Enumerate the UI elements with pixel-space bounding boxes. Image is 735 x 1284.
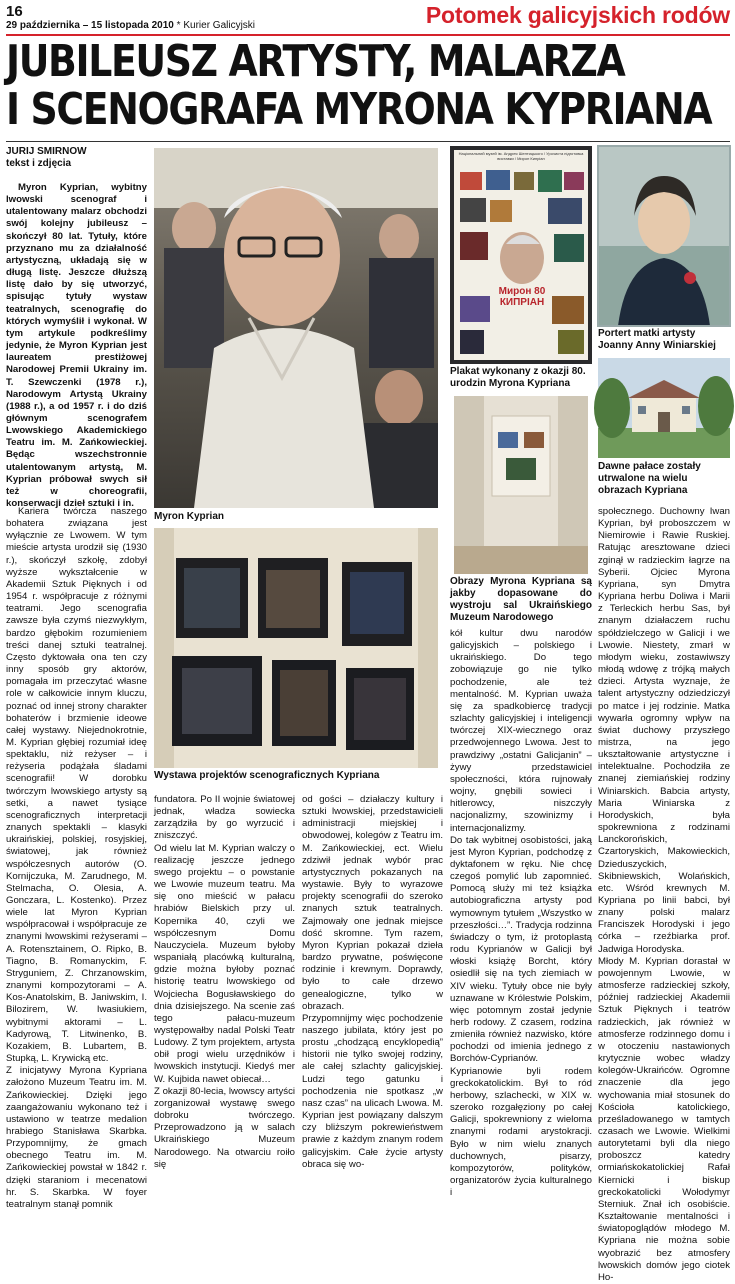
photo-poster: [450, 146, 592, 364]
byline-credit: tekst i zdjęcia: [6, 158, 72, 169]
column-4: kół kultur dwu narodów galicyjskich – polskiego i ukraińskiego. Do tego zobowiązuje go nie tylko pochodzenie, ale też mentalność. M. Kyprian uważa się za spadkobiercę tradycji szlachty galicyjskiej i inteligencji twórczej XIX-wiecznego oraz przedwojennego Lwowa. Jest to prawdziwy „ostatni Galicjanin” – żywy przedstawiciel społeczności, która rujnowały wojny, gnębili sowieci i hitlerowcy, niszczyły nacjonalizmy, szowinizmy i internacjonalizmy. Do tak wybitnej osobistości, jaką jest Myron Kyprian, podchodzę z dyktafonem w ręku. Nie chcę czegoś pomylić lub zapomnieć. Pomocą służy mi też książka autobiograficzna artysty pod wymownym tytułem „Wszystko w przeszłości…”. Tradycja rodzinna świadczy o tym, iż protoplastą rodu Kyprianów w Galicji był włoski książę Borcht, który osiedlił się na tych ziemiach w XIV wieku. Tytuły obce nie były uznawane w Królestwie Polskim, więc potomnym został jedynie herb rodowy. Z czasem, rodzina zmieniła również nazwisko, które pochodzi od imienia jednego z Borchów-Cyprianów. Kyprianowie byli rodem greckokatolickim. Był to ród herbowy, szlachecki, w XIX w. szeroko rozgałęziony po całej Galicji, spokrewniony z wieloma znanymi rodami arystokracji. Było w nim wielu znanych duchownych, pisarzy, kompozytorów, polityków, organizatorów życia kulturalnego i: [450, 628, 592, 1199]
byline-author: JURIJ SMIRNOW: [6, 146, 87, 157]
headline-line-1: JUBILEUSZ ARTYSTY, MALARZA: [6, 36, 625, 87]
column-1: Kariera twórcza naszego bohatera związana jest wyłącznie ze Lwowem. W tym mieście artysta urodził się (1930 r.), skończył szkołę, zdobył wyższe wykształcenie w Akademii Sztuk Pięknych i od 1954 r. współpracuje z różnymi teatrami. Jego scenografia zawsze była czymś niezwykłym, bardzo głębokim rozumieniem treści danej sztuki teatralnej. Często dyktowała ona ten czy inny sposób gry aktorów, pomagała im przeczytać własne role w całkowicie innym kluczu, poznać od innej strony charakter bohaterów i brzmienie ideowe całej wystawy. Niejednokrotnie, M. Kyprian głębiej rozumiał ideę spektaklu, niż reżyser – i reżyseria podążała śladami scenografii! W dorobku twórczym lwowskiego artysty są setki, a nawet tysiące scenograficznych interpretacji znanych spektakli – klasyki ukraińskiej, polskiej, rosyjskiej, światowej, jak również współczesnych autorów (O. Kornijczuka, M. Zarudnego, M. Stelmacha, O. Olesia, A. Gonczara, L. Kostenko). Przez wiele lat Myron Kyprian współpracował i współpracuje ze znanymi lwowskimi reżyserami – A. Rotensztainem, O. Ripko, B. Tiagno, B. Romanyckim, F. Stryguniem, Z. Chrzanowskim, znanymi kompozytorami – A. Kos-Anatolskim, B. Janiwskim, I. Bilozirem, W. Iwasiukiem, wybitnymi aktorami – L. Kadyrową, T. Litwinenko, B. Kozakiem, B. Lubartem, B. Stupką, L. Krywicką etc. Z inicjatywy Myrona Kypriana założono Muzeum Teatru im. M. Zańkowieckiej. Dzięki jego zaangażowaniu wykonano też i ustawiono w teatrze medalion hrabiego Stanisława Skarbka. Przypomnijmy, że gmach obecnego Teatru im. M. Zańkowieckiej powstał w 1842 r. dzięki staraniom i mecenatowi hr. S. Skarbka. W foyer teatralnym stanął pomnik: [6, 506, 147, 1210]
caption-exhibition: Wystawa projektów scenograficznych Kypriana: [154, 770, 380, 781]
section-title: Potomek galicyjskich rodów: [425, 2, 730, 28]
caption-hall: Obrazy Myrona Kypriana są jakby dopasowane do wystroju sal Ukraińskiego Muzeum Narodowego: [450, 576, 592, 623]
lead-paragraph: Myron Kyprian, wybitny lwowski scenograf i utalentowany malarz obchodzi swój kolejny jubileusz – skończył 80 lat. Tytuły, które przyznano mu za działalność artystyczną, układają się w długą listę. Jeszcze dłuższą listę dało by się utworzyć, spisując tytuły wystaw teatralnych, scenografię do których wymyślił i wykonał. W tym artykule podkreślimy jedynie, że Myron Kyprian jest laureatem prestiżowej Narodowej Premii Ukrainy im. T. Szewczenki (1978 r.), Narodowym Artystą Ukrainy (1988 r.), a od 1957 r. i do dziś głównym scenografem Lwowskiego Akademickiego Teatru im. M. Zańkowieckiej. Będąc wszechstronnie utalentowanym artystą, M. Kyprian próbował swych sił też w choreografii, konserwacji dzieł sztuki i in.: [6, 182, 147, 510]
headline-line-2: I SCENOGRAFA MYRONA KYPRIANA: [6, 84, 712, 135]
column-3: od gości – działaczy kultury i sztuki lwowskiej, przedstawicieli administracji miejskiej i obwodowej, kolegów z Teatru im. M. Zańkowieckiej, ect. Wielu zdziwił jednak wybór prac artystycznych pokazanych na wystawie. Były to wyrazowe projekty scenografii do szeroko znanych sztuk teatralnych. Zajmowały one jednak miejsce dość skromne. Tym razem, Myron Kyprian pokazał dzieła bardzo prywatne, poświęcone rodzinie i krewnym. Doprawdy, było to całe drzewo genealogiczne, tylko w obrazach. Przypomnijmy więc pochodzenie naszego jubilata, który jest po prostu „chodzącą encyklopedią” historii nie tylko swojej rodziny, ale całej szlachty galicyjskiej. Ludzi tego gatunku i pochodzenia nie spotkasz „w nasz czas” na ulicach Lwowa. M. Kyprian jest powiązany dalszym czy bliższym pokrewieństwem prawie z każdym znanym rodem galicyjskim. Całe życie artysty obraca się wo-: [302, 794, 443, 1170]
poster-center-text: Мирон 80 КИПРІАН: [492, 286, 552, 308]
photo-mother-portrait: [598, 146, 730, 326]
caption-poster: Plakat wykonany z okazji 80. urodzin Myrona Kypriana: [450, 366, 586, 389]
headline-rule: [6, 141, 730, 142]
byline: [6, 146, 87, 170]
page-header: [6, 2, 730, 34]
photo-hall: [454, 396, 588, 574]
caption-mother: Portert matki artysty Joanny Anny Winiarskiej: [598, 328, 716, 351]
column-5: społecznego. Duchowny Iwan Kyprian, był proboszczem w Niemirowie i Rawie Ruskiej. Ratując aresztowane dzieci zginął w radzieckim łagrze na Syberii. Ojciec Myrona Kypriana, syn Dmytra Kypriana herbu Doliwa i Marii z Terleckich herbu Sas, był znanym działaczem ruchu spółdzielczego w Galicji i we Lwowie. Niestety, zmarł w młodym wieku, zostawiwszy młodą wdowę z trójką małych dzieci. Artysta wyznaje, że talent artystyczny odziedziczył po matce i jej rodzinie. Matka wywarła ogromny wpływ na świat duchowy przyszłego mistrza, na jego ukształtowanie artystyczne i intelektualne. Pochodziła ze znanej ziemiańskiej rodziny Winiarskich. Babcia artysty, Maria Winiarska z Horodyskich, była spokrewniona z rodzinami Lanckorońskich, Czartoryskich, Makowieckich, Dzieduszyckich, Skibniewskich, Wolańskich, etc. Wśród krewnych M. Kypriana po linii babci, był znany polski malarz Franciszek Horodyski i jego córka – rzeźbiarka prof. Jadwiga Horodyska. Młody M. Kyprian dorastał w powojennym Lwowie, w atmosferze radzieckiej szkoły, później radzieckiej Akademii Sztuk Pięknych i teatrów radzieckich, jak również w atmosferze rodzinnego domu i w otoczeniu nastawionych krytycznie wobec władzy kolegów-Ukraińców. Ogromne znaczenie dla jego wychowania miał stosunek do Kościoła katolickiego, prześladowanego w tamtych czasach we Lwowie. Wielkimi autorytetami byli dla niego proboszcz katedry ormiańskokatolickiej Rafał Kiernicki i biskup greckokatolicki Wołodymyr Sterniuk. Znał ich osobiście. Kształtowanie mentalności i światopoglądów młodego M. Kypriana nie można sobie wyobrazić bez atmosfery lwowskich domów jego ciotek Ho-: [598, 506, 730, 1283]
poster-top-text: Національний музей ім. Андрея Шептицького / Урочиста підготовка виставки / Мирон Кипріан: [458, 151, 584, 161]
photo-portrait: [154, 148, 438, 508]
caption-palace: Dawne pałace zostały utrwalone na wielu obrazach Kypriana: [598, 461, 701, 496]
caption-portrait: Myron Kyprian: [154, 511, 225, 522]
page-number: 16: [6, 3, 23, 20]
photo-exhibition: [154, 528, 438, 768]
photo-palace: [598, 358, 730, 458]
column-2: fundatora. Po II wojnie światowej jednak, władza sowiecka zarządziła by go wyrzucić i zniszczyć. Od wielu lat M. Kyprian walczy o realizację jeszcze jednego swego projektu – o powstanie we Lwowie muzeum teatru. Ma się ono mieścić w pałacu hrabiów Bielskich przy ul. Kopernika 40, czyli we współczesnym Domu Nauczyciela. Muzeum byłoby wspaniałą placówką kulturalną, gdzie można byłoby poznać historię teatru lwowskiego od Wojciecha Bogusławskiego do dnia dzisiejszego. Na scenie zaś tego pałacu-muzeum występowałby nadal Polski Teatr Ludowy. Z tym projektem, artysta obił progi wielu urzędników i lwowskich instytucji. Kiedyś mer W. Kujbida nawet obiecał… Z okazji 80-lecia, lwowscy artyści zorganizował wystawę swego dobroku twórczego. Przeprowadzono ją w salach Ukraińskiego Muzeum Narodowego. Na otwarciu roiło się: [154, 794, 295, 1170]
date-line: 29 października – 15 listopada 2010 * Kurier Galicyjski: [6, 20, 256, 31]
headline: [6, 36, 712, 135]
